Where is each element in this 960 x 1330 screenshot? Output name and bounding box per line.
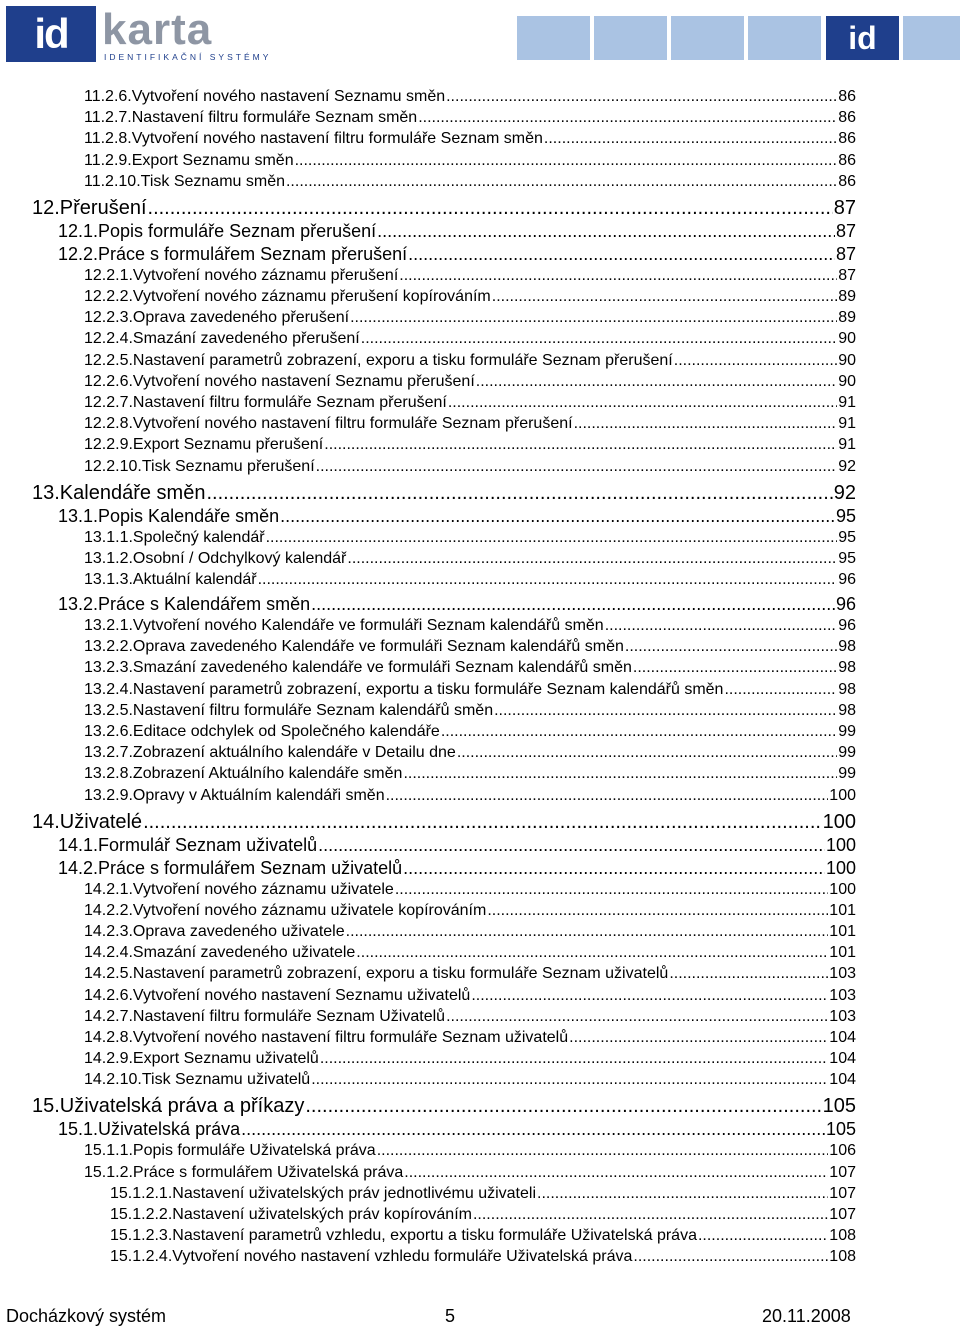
- toc-dot-leader: [404, 1164, 828, 1182]
- toc-entry[interactable]: [84, 415, 856, 433]
- toc-dot-leader: [350, 309, 837, 327]
- toc-dot-leader: [316, 458, 838, 476]
- toc-entry[interactable]: [84, 267, 856, 285]
- toc-entry-page: 103: [829, 965, 856, 983]
- footer-page-number: 5: [445, 1306, 456, 1326]
- toc-entry[interactable]: [84, 436, 856, 454]
- toc-entry[interactable]: [84, 529, 856, 547]
- toc-entry-title: 12.2.4.Smazání zavedeného přerušení: [84, 330, 360, 348]
- toc-entry-page: 89: [838, 309, 856, 327]
- toc-entry-page: 108: [829, 1227, 856, 1245]
- decor-block: [671, 16, 744, 60]
- toc-entry-page: 95: [838, 528, 856, 546]
- toc-entry-title: 13.2.5.Nastavení filtru formuláře Seznam kalendářů směn: [84, 701, 494, 719]
- toc-entry-page: 103: [829, 986, 856, 1004]
- toc-entry-page: 107: [829, 1184, 856, 1202]
- id-logo-block: id: [826, 16, 899, 60]
- toc-entry-title: 14.2.7.Nastavení filtru formuláře Seznam Uživatelů: [84, 1007, 446, 1025]
- toc-dot-leader: [311, 594, 835, 615]
- toc-entry-page: 100: [825, 834, 856, 855]
- toc-entry-page: 86: [838, 130, 856, 148]
- toc-dot-leader: [698, 1227, 828, 1245]
- toc-dot-leader: [320, 1050, 828, 1068]
- toc-dot-leader: [724, 681, 837, 699]
- toc-entry-page: 104: [829, 1029, 856, 1046]
- toc-entry-page: 86: [838, 109, 856, 127]
- toc-entry-title: 14.2.9.Export Seznamu uživatelů: [84, 1050, 319, 1068]
- toc-entry[interactable]: [32, 482, 856, 505]
- toc-entry-title: 12.2.2.Vytvoření nového záznamu přerušení kopírováním: [84, 288, 491, 305]
- toc-entry-title: 13.2.6.Editace odchylek od Společného kalendáře: [84, 723, 440, 740]
- toc-dot-leader: [446, 1008, 828, 1026]
- toc-dot-leader: [206, 482, 832, 505]
- toc-dot-leader: [305, 1095, 821, 1118]
- footer-date: 20.11.2008: [762, 1306, 851, 1326]
- toc-entry-page: 98: [838, 701, 856, 719]
- toc-entry-page: 99: [838, 723, 856, 740]
- toc-entry[interactable]: [84, 681, 856, 699]
- toc-entry-page: 104: [829, 1071, 856, 1089]
- toc-entry[interactable]: [84, 330, 856, 348]
- toc-entry[interactable]: [84, 394, 856, 412]
- toc-entry-page: 95: [838, 549, 856, 567]
- toc-entry-title: 13.Kalendáře směn: [32, 481, 206, 504]
- logo-wordmark: [102, 6, 282, 62]
- toc-entry[interactable]: [84, 1050, 856, 1068]
- toc-dot-leader: [311, 1071, 828, 1089]
- toc-dot-leader: [143, 811, 822, 834]
- toc-entry[interactable]: [58, 1119, 856, 1140]
- toc-entry-title: 15.1.2.4.Vytvoření nového nastavení vzhledu formuláře Uživatelská práva: [110, 1248, 633, 1266]
- toc-entry-page: 96: [835, 594, 856, 614]
- toc-dot-leader: [324, 436, 837, 454]
- toc-dot-leader: [494, 702, 837, 720]
- toc-dot-leader: [361, 330, 837, 348]
- toc-entry-page: 103: [829, 1007, 856, 1025]
- toc-entry[interactable]: [58, 506, 856, 527]
- toc-entry-page: 105: [822, 1095, 856, 1118]
- logo-subtitle: IDENTIFIKAČNÍ SYSTÉMY: [104, 52, 272, 62]
- toc-entry-page: 105: [825, 1119, 856, 1140]
- toc-entry[interactable]: [58, 221, 856, 242]
- toc-dot-leader: [403, 858, 825, 879]
- toc-entry-title: 13.1.2.Osobní / Odchylkový kalendář: [84, 549, 347, 567]
- toc-entry-title: 12.Přerušení: [32, 196, 147, 219]
- toc-entry-page: 92: [833, 481, 856, 504]
- toc-entry[interactable]: [84, 617, 856, 635]
- toc-dot-leader: [280, 506, 835, 527]
- logo-id-mark: id: [6, 6, 96, 62]
- toc-entry[interactable]: [110, 1206, 856, 1224]
- toc-dot-leader: [473, 1206, 828, 1224]
- toc-entry-title: 13.1.Popis Kalendáře směn: [58, 505, 280, 526]
- toc-dot-leader: [408, 244, 835, 265]
- toc-dot-leader: [418, 109, 837, 127]
- toc-entry-title: 11.2.8.Vytvoření nového nastavení filtru formuláře Seznam směn: [84, 130, 543, 148]
- toc-entry-page: 92: [838, 457, 856, 475]
- toc-entry[interactable]: [84, 458, 856, 476]
- toc-entry[interactable]: [110, 1185, 856, 1203]
- toc-dot-leader: [569, 1029, 828, 1047]
- toc-entry-page: 99: [838, 744, 856, 762]
- toc-entry-page: 87: [833, 196, 856, 219]
- toc-entry-page: 86: [838, 88, 856, 105]
- toc-entry[interactable]: [58, 594, 856, 615]
- toc-entry[interactable]: [58, 244, 856, 265]
- toc-entry-page: 100: [829, 880, 856, 898]
- toc-entry-page: 96: [838, 617, 856, 634]
- toc-entry-title: 12.2.3.Oprava zavedeného přerušení: [84, 309, 350, 327]
- toc-dot-leader: [492, 288, 837, 306]
- toc-entry-title: 13.2.4.Nastavení parametrů zobrazení, exportu a tisku formuláře Seznam kalendářů směn: [84, 680, 724, 698]
- toc-entry-page: 101: [829, 923, 856, 940]
- toc-entry-page: 108: [829, 1248, 856, 1266]
- toc-dot-leader: [403, 765, 837, 783]
- toc-entry[interactable]: [84, 1029, 856, 1047]
- decor-block: [748, 16, 821, 60]
- toc-dot-leader: [574, 415, 838, 433]
- toc-entry-title: 11.2.6.Vytvoření nového nastavení Seznamu směn: [84, 88, 446, 105]
- toc-entry-title: 12.2.9.Export Seznamu přerušení: [84, 436, 324, 454]
- toc-dot-leader: [377, 1142, 829, 1160]
- toc-dot-leader: [669, 965, 828, 983]
- toc-entry-title: 14.2.2.Vytvoření nového záznamu uživatele kopírováním: [84, 901, 487, 919]
- toc-dot-leader: [625, 638, 837, 656]
- toc-dot-leader: [605, 617, 838, 635]
- toc-entry-title: 15.1.2.1.Nastavení uživatelských práv jednotlivému uživateli: [110, 1184, 536, 1202]
- toc-entry-page: 101: [829, 944, 856, 962]
- toc-entry-title: 14.2.3.Oprava zavedeného uživatele: [84, 923, 345, 940]
- toc-entry-title: 13.1.1.Společný kalendář: [84, 528, 265, 546]
- toc-dot-leader: [537, 1185, 828, 1203]
- toc-entry-title: 15.1.2.Práce s formulářem Uživatelská práva: [84, 1163, 404, 1181]
- toc-entry-title: 12.2.Práce s formulářem Seznam přerušení: [58, 243, 408, 264]
- toc-entry-title: 15.1.2.3.Nastavení parametrů vzhledu, exportu a tisku formuláře Uživatelská práva: [110, 1227, 697, 1245]
- toc-dot-leader: [356, 944, 828, 962]
- toc-entry[interactable]: [84, 288, 856, 306]
- decor-block: [903, 16, 960, 60]
- toc-entry-page: 90: [838, 372, 856, 390]
- toc-entry-title: 15.Uživatelská práva a příkazy: [32, 1095, 305, 1118]
- toc-entry-page: 106: [829, 1142, 856, 1160]
- toc-entry[interactable]: [84, 638, 856, 656]
- toc-entry-page: 87: [835, 243, 856, 264]
- toc-entry-title: 13.2.Práce s Kalendářem směn: [58, 594, 311, 614]
- toc-dot-leader: [347, 550, 837, 568]
- toc-entry[interactable]: [110, 1248, 856, 1266]
- toc-entry-page: 98: [838, 659, 856, 677]
- toc-entry[interactable]: [84, 881, 856, 899]
- toc-entry-title: 14.2.Práce s formulářem Seznam uživatelů: [58, 857, 403, 878]
- toc-entry-page: 100: [825, 857, 856, 878]
- toc-entry[interactable]: [84, 373, 856, 391]
- toc-entry-page: 91: [838, 415, 856, 433]
- toc-dot-leader: [241, 1119, 825, 1140]
- toc-entry[interactable]: [84, 787, 856, 805]
- toc-entry-title: 14.1.Formulář Seznam uživatelů: [58, 834, 318, 855]
- toc-entry-title: 12.1.Popis formuláře Seznam přerušení: [58, 220, 377, 241]
- toc-entry-title: 13.2.7.Zobrazení aktuálního kalendáře v Detailu dne: [84, 744, 456, 762]
- toc-entry[interactable]: [84, 965, 856, 983]
- toc-dot-leader: [471, 987, 828, 1005]
- toc-entry-page: 90: [838, 351, 856, 369]
- toc-entry-title: 13.2.2.Oprava zavedeného Kalendáře ve formuláři Seznam kalendářů směn: [84, 638, 624, 656]
- toc-entry[interactable]: [84, 550, 856, 568]
- toc-entry-title: 15.1.Uživatelská práva: [58, 1119, 241, 1140]
- toc-entry[interactable]: [58, 858, 856, 879]
- toc-entry-page: 96: [838, 571, 856, 588]
- toc-entry-page: 100: [822, 810, 856, 833]
- toc-entry[interactable]: [84, 902, 856, 920]
- toc-entry-page: 107: [829, 1206, 856, 1223]
- toc-entry[interactable]: [32, 811, 856, 834]
- toc-entry[interactable]: [84, 173, 856, 191]
- toc-entry[interactable]: [84, 152, 856, 170]
- toc-entry-page: 95: [835, 505, 856, 526]
- toc-entry-page: 86: [838, 151, 856, 169]
- toc-entry[interactable]: [84, 987, 856, 1005]
- toc-entry[interactable]: [58, 835, 856, 856]
- page-header: [0, 0, 960, 68]
- toc-entry-page: 91: [838, 394, 856, 411]
- toc-entry[interactable]: [32, 197, 856, 220]
- toc-entry-title: 14.2.1.Vytvoření nového záznamu uživatele: [84, 880, 394, 898]
- toc-entry-page: 89: [838, 288, 856, 305]
- toc-entry[interactable]: [84, 944, 856, 962]
- toc-entry-title: 13.2.9.Opravy v Aktuálním kalendáři směn: [84, 786, 385, 804]
- toc-entry-title: 14.2.6.Vytvoření nového nastavení Seznamu uživatelů: [84, 986, 471, 1004]
- toc-dot-leader: [446, 88, 837, 106]
- toc-entry-title: 11.2.9.Export Seznamu směn: [84, 151, 294, 169]
- toc-entry-page: 98: [838, 680, 856, 698]
- toc-entry-page: 87: [838, 266, 856, 284]
- toc-entry-title: 15.1.1.Popis formuláře Uživatelská práva: [84, 1142, 376, 1160]
- toc-entry[interactable]: [84, 923, 856, 941]
- toc-dot-leader: [395, 881, 828, 899]
- toc-entry-page: 104: [829, 1050, 856, 1068]
- toc-dot-leader: [674, 352, 837, 370]
- toc-entry[interactable]: [84, 1071, 856, 1089]
- footer-title: Docházkový systém: [6, 1306, 167, 1326]
- toc-entry-title: 14.2.4.Smazání zavedeného uživatele: [84, 944, 356, 962]
- toc-entry[interactable]: [84, 1142, 856, 1160]
- toc-dot-leader: [318, 835, 825, 856]
- toc-entry[interactable]: [84, 88, 856, 106]
- toc-dot-leader: [258, 571, 838, 589]
- toc-dot-leader: [286, 173, 837, 191]
- toc-entry[interactable]: [32, 1095, 856, 1118]
- toc-entry-page: 107: [829, 1163, 856, 1181]
- toc-entry[interactable]: [84, 130, 856, 148]
- toc-entry-title: 12.2.8.Vytvoření nového nastavení filtru formuláře Seznam přerušení: [84, 415, 573, 433]
- toc-dot-leader: [266, 529, 838, 547]
- toc-entry-title: 12.2.7.Nastavení filtru formuláře Seznam přerušení: [84, 394, 447, 411]
- page-footer: [0, 1306, 960, 1330]
- toc-entry-title: 12.2.6.Vytvoření nového nastavení Seznamu přerušení: [84, 372, 475, 390]
- toc-dot-leader: [386, 787, 829, 805]
- toc-dot-leader: [633, 659, 837, 677]
- toc-entry-title: 11.2.7.Nastavení filtru formuláře Seznam směn: [84, 109, 418, 127]
- toc-dot-leader: [346, 923, 829, 941]
- idkarta-logo: [6, 6, 282, 62]
- logo-word: karta: [102, 5, 213, 54]
- toc-dot-leader: [544, 130, 837, 148]
- toc-entry-title: 13.1.3.Aktuální kalendář: [84, 571, 257, 588]
- toc-entry[interactable]: [84, 352, 856, 370]
- toc-entry-title: 13.2.8.Zobrazení Aktuálního kalendáře směn: [84, 765, 403, 783]
- toc-entry[interactable]: [84, 1008, 856, 1026]
- toc-dot-leader: [457, 744, 837, 762]
- toc-entry-page: 98: [838, 638, 856, 656]
- toc-dot-leader: [377, 221, 835, 242]
- toc-dot-leader: [295, 152, 838, 170]
- toc-entry-page: 100: [829, 786, 856, 804]
- toc-entry-page: 87: [835, 220, 856, 241]
- toc-entry-title: 12.2.1.Vytvoření nového záznamu přerušení: [84, 266, 399, 284]
- toc-entry-title: 14.2.10.Tisk Seznamu uživatelů: [84, 1071, 311, 1089]
- toc-entry[interactable]: [84, 659, 856, 677]
- toc-entry-title: 14.2.5.Nastavení parametrů zobrazení, exporu a tisku formuláře Seznam uživatelů: [84, 965, 669, 983]
- toc-dot-leader: [487, 902, 828, 920]
- toc-dot-leader: [476, 373, 837, 391]
- toc-entry[interactable]: [84, 723, 856, 741]
- toc-entry[interactable]: [84, 309, 856, 327]
- toc-entry[interactable]: [84, 702, 856, 720]
- toc-entry-title: 15.1.2.2.Nastavení uživatelských práv kopírováním: [110, 1206, 472, 1223]
- toc-entry-page: 90: [838, 330, 856, 348]
- toc-entry-title: 12.2.5.Nastavení parametrů zobrazení, exporu a tisku formuláře Seznam přerušení: [84, 351, 673, 369]
- toc-entry-title: 13.2.3.Smazání zavedeného kalendáře ve formuláři Seznam kalendářů směn: [84, 659, 632, 677]
- toc-entry-title: 13.2.1.Vytvoření nového Kalendáře ve formuláři Seznam kalendářů směn: [84, 617, 604, 634]
- toc-dot-leader: [448, 394, 837, 412]
- toc-entry-title: 14.2.8.Vytvoření nového nastavení filtru formuláře Seznam uživatelů: [84, 1029, 569, 1046]
- toc-entry-title: 12.2.10.Tisk Seznamu přerušení: [84, 457, 315, 475]
- toc-entry[interactable]: [84, 109, 856, 127]
- toc-entry[interactable]: [110, 1227, 856, 1245]
- toc-entry[interactable]: [84, 765, 856, 783]
- toc-entry[interactable]: [84, 1164, 856, 1182]
- toc-entry-page: 101: [829, 901, 856, 919]
- decor-block: [594, 16, 667, 60]
- toc-dot-leader: [633, 1248, 828, 1266]
- toc-dot-leader: [399, 267, 837, 285]
- decor-block: [517, 16, 590, 60]
- toc-entry-page: 86: [838, 172, 856, 190]
- toc-entry-page: 91: [838, 436, 856, 454]
- toc-entry[interactable]: [84, 571, 856, 589]
- toc-dot-leader: [148, 197, 833, 220]
- toc-entry-title: 14.Uživatelé: [32, 810, 143, 833]
- toc-entry-title: 11.2.10.Tisk Seznamu směn: [84, 172, 285, 190]
- toc-entry-page: 99: [838, 765, 856, 783]
- toc-dot-leader: [441, 723, 837, 741]
- toc-entry[interactable]: [84, 744, 856, 762]
